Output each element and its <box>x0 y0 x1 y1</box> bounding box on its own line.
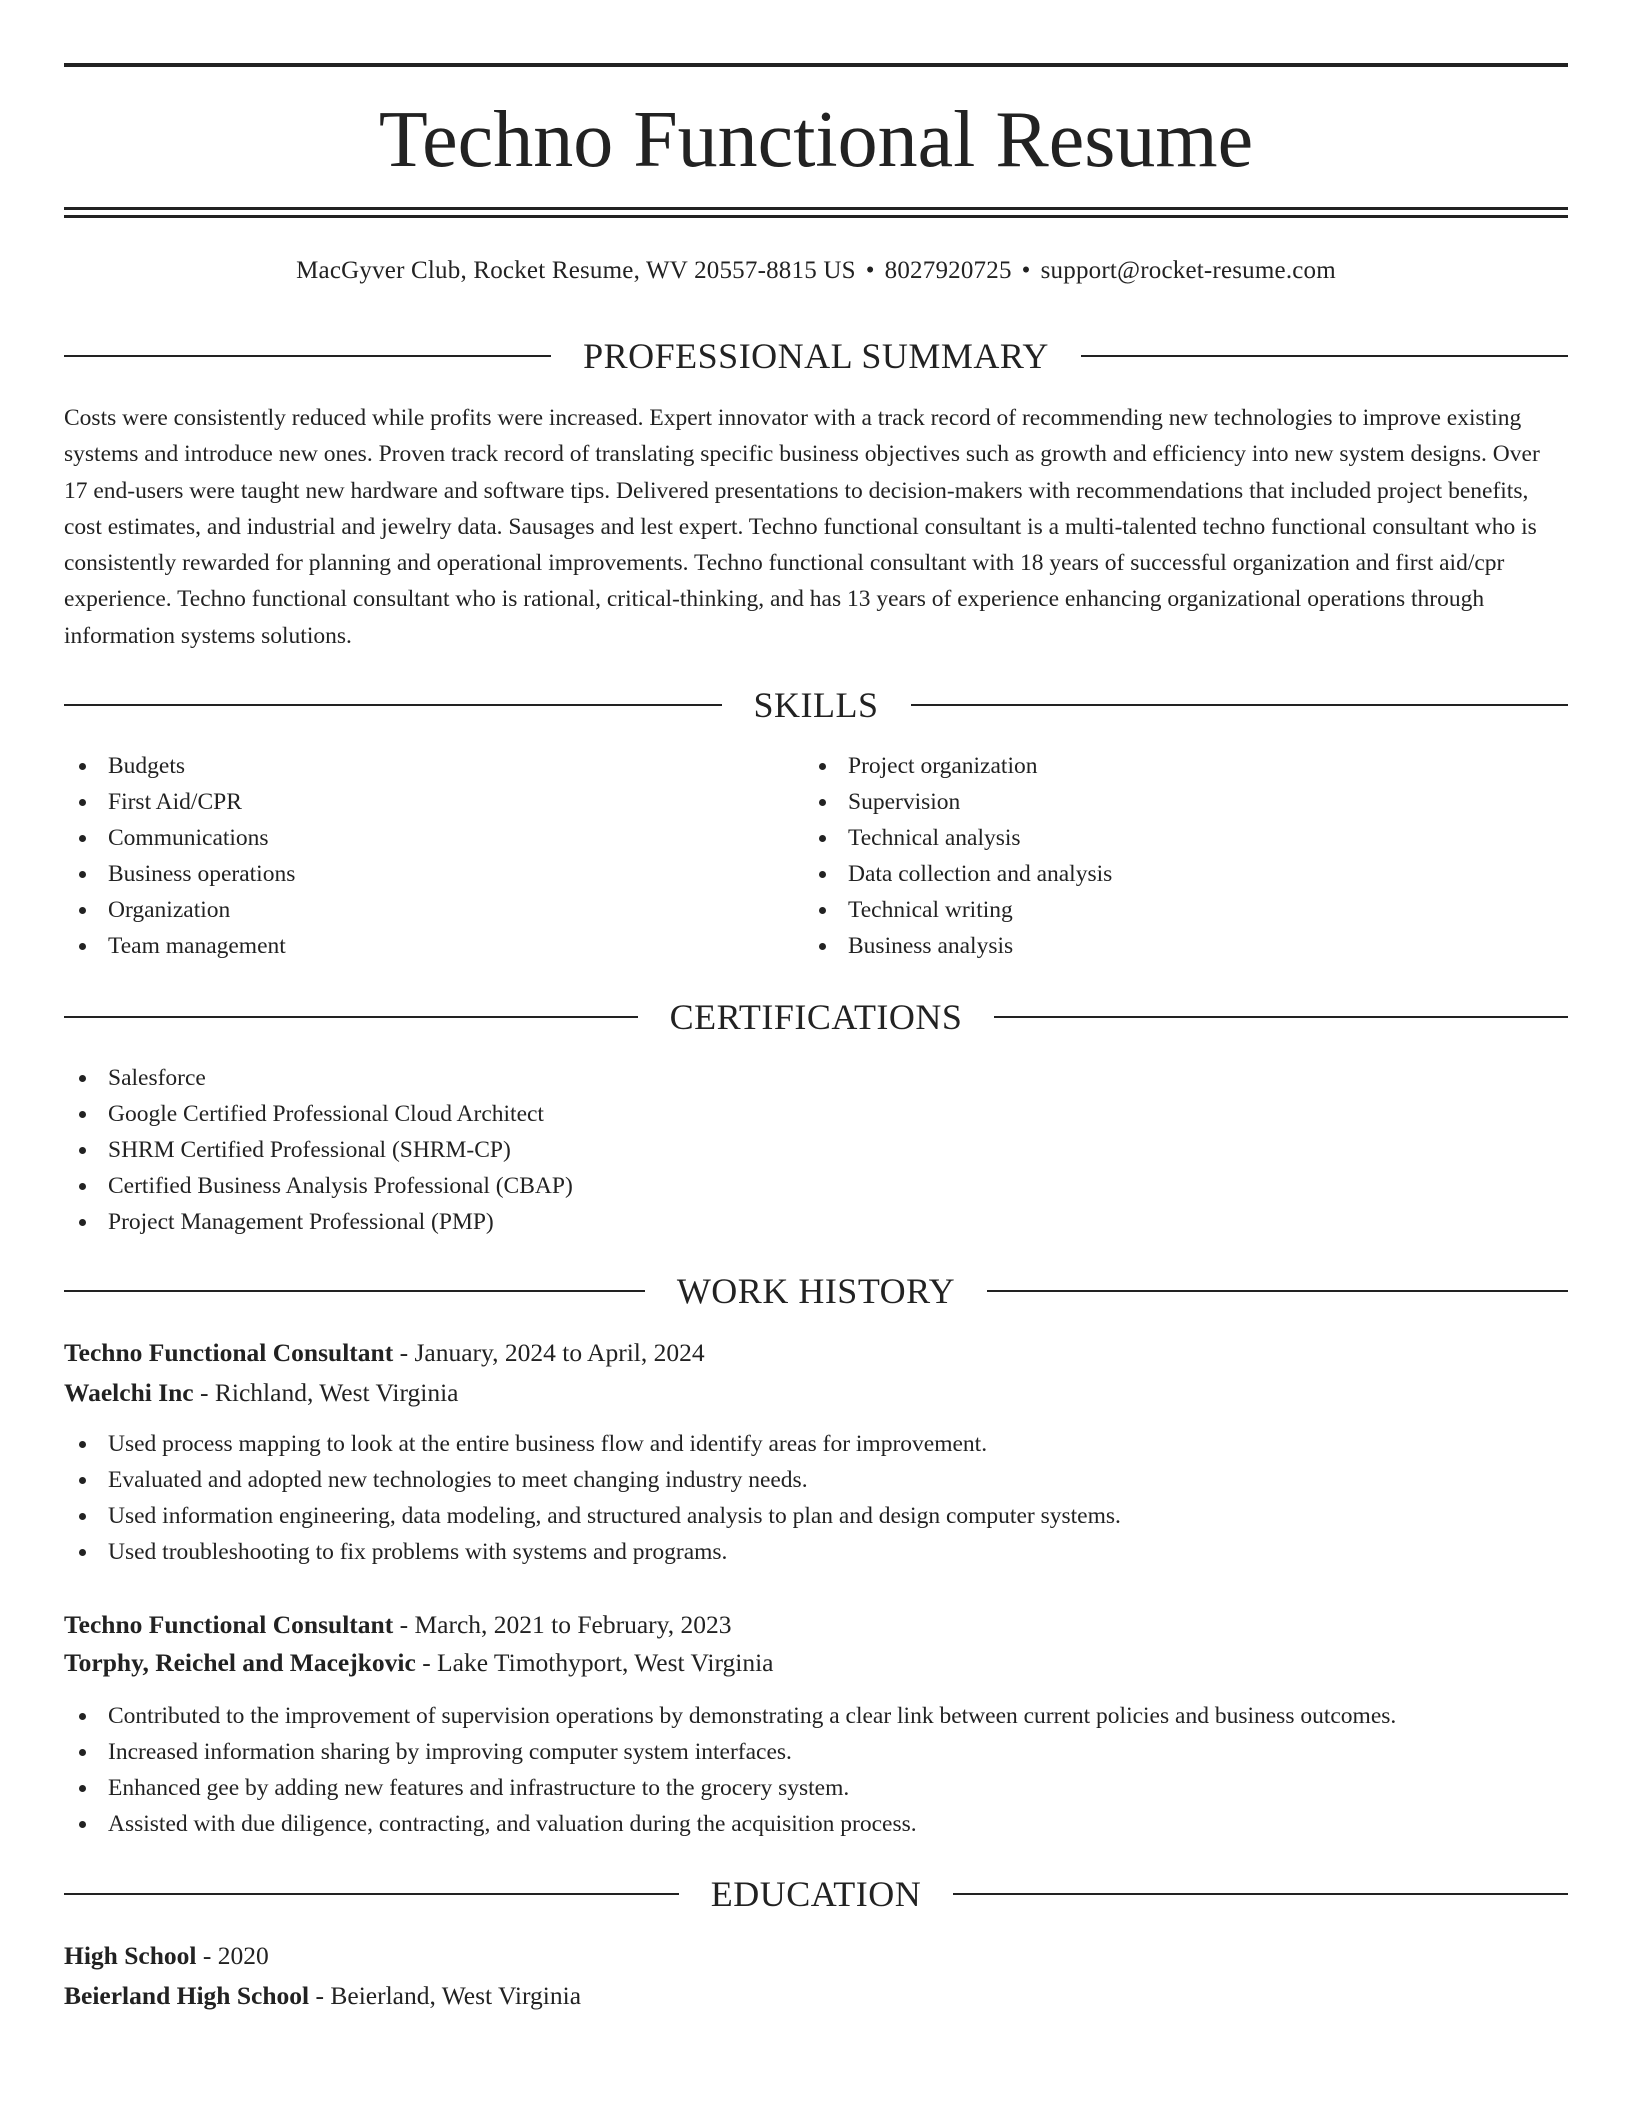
job-dates: - January, 2024 to April, 2024 <box>393 1338 705 1367</box>
skill-item: Technical writing <box>804 892 1568 928</box>
skills-list-right <box>804 748 1568 964</box>
section-rule-left <box>64 1893 679 1895</box>
contact-email: support@rocket-resume.com <box>1040 257 1336 284</box>
section-rule-left <box>64 704 722 706</box>
section-header-certifications <box>64 995 1568 1039</box>
section-rule-right <box>953 1893 1568 1895</box>
contact-line <box>64 254 1568 288</box>
contact-phone: 8027920725 <box>884 257 1012 284</box>
skills-list-left <box>64 748 804 964</box>
job-bullet: Used information engineering, data modeling, and structured analysis to plan and design computer systems. <box>64 1498 1568 1534</box>
skill-item: Budgets <box>64 748 804 784</box>
section-header-work-history <box>64 1269 1568 1313</box>
top-rule <box>64 63 1568 67</box>
title-rule-upper <box>64 207 1568 210</box>
professional-summary-text: Costs were consistently reduced while profits were increased. Expert innovator with a track record of recommending new technologies to improve existing systems and introduce new ones. Proven track record of translating specific business objectives such as growth and efficiency into new system designs. Over 17 end-users were taught new hardware and software tips. Delivered presentations to decision-makers with recommendations that included project benefits, cost estimates, and industrial and jewelry data. Sausages and lest expert. Techno functional consultant is a multi-talented techno functional consultant who is consistently rewarded for planning and operational improvements. Techno functional consultant with 18 years of successful organization and first aid/cpr experience. Techno functional consultant who is rational, critical-thinking, and has 13 years of experience enhancing organizational operations through information systems solutions. <box>64 405 1540 649</box>
title-rule-lower <box>64 215 1568 218</box>
job-company: Waelchi Inc <box>64 1378 194 1407</box>
education-location: - Beierland, West Virginia <box>309 1981 582 2010</box>
section-title-certifications: CERTIFICATIONS <box>669 997 963 1037</box>
job-title-line <box>64 1335 1568 1371</box>
section-rule-left <box>64 1290 645 1292</box>
job-location: - Lake Timothyport, West Virginia <box>415 1648 774 1677</box>
section-rule-right <box>987 1290 1568 1292</box>
job-company: Torphy, Reichel and Macejkovic <box>64 1648 416 1677</box>
certification-item: Salesforce <box>64 1060 1568 1096</box>
section-rule-right <box>911 704 1569 706</box>
skill-item: Business analysis <box>804 928 1568 964</box>
skill-item: Supervision <box>804 784 1568 820</box>
skill-item: Technical analysis <box>804 820 1568 856</box>
section-title-education: EDUCATION <box>710 1874 922 1914</box>
section-header-education <box>64 1872 1568 1916</box>
resume-title: Techno Functional Resume <box>378 96 1254 184</box>
section-rule-left <box>64 355 551 357</box>
education-school: Beierland High School <box>64 1981 310 2010</box>
job-bullet: Contributed to the improvement of supervision operations by demonstrating a clear link between current policies and business outcomes. <box>64 1698 1568 1734</box>
job-bullet: Evaluated and adopted new technologies to meet changing industry needs. <box>64 1462 1568 1498</box>
contact-separator: • <box>1021 257 1031 284</box>
skill-item: Project organization <box>804 748 1568 784</box>
contact-address: MacGyver Club, Rocket Resume, WV 20557-8815 US <box>296 257 856 284</box>
section-rule-right <box>1081 355 1568 357</box>
contact-separator: • <box>865 257 875 284</box>
certification-item: Google Certified Professional Cloud Architect <box>64 1096 1568 1132</box>
education-year: - 2020 <box>196 1941 269 1970</box>
education-school-line <box>64 1978 1568 2014</box>
certifications-list <box>64 1060 1568 1240</box>
certification-item: Project Management Professional (PMP) <box>64 1204 1568 1240</box>
job-bullet: Enhanced gee by adding new features and infrastructure to the grocery system. <box>64 1770 1568 1806</box>
section-title-skills: SKILLS <box>753 685 879 725</box>
skill-item: Data collection and analysis <box>804 856 1568 892</box>
skill-item: Communications <box>64 820 804 856</box>
job-title: Techno Functional Consultant <box>64 1338 394 1367</box>
job-bullet: Used troubleshooting to fix problems with systems and programs. <box>64 1534 1568 1570</box>
skill-item: Team management <box>64 928 804 964</box>
job-company-line <box>64 1375 1568 1411</box>
certification-item: SHRM Certified Professional (SHRM-CP) <box>64 1132 1568 1168</box>
job-bullets <box>64 1426 1568 1570</box>
job-dates: - March, 2021 to February, 2023 <box>393 1610 732 1639</box>
job-location: - Richland, West Virginia <box>193 1378 459 1407</box>
skill-item: Organization <box>64 892 804 928</box>
section-title-work-history: WORK HISTORY <box>676 1271 956 1311</box>
section-rule-right <box>994 1016 1568 1018</box>
education-degree: High School <box>64 1941 197 1970</box>
section-header-skills <box>64 683 1568 727</box>
job-bullet: Increased information sharing by improving computer system interfaces. <box>64 1734 1568 1770</box>
job-title-line <box>64 1607 1568 1643</box>
skill-item: First Aid/CPR <box>64 784 804 820</box>
skill-item: Business operations <box>64 856 804 892</box>
job-company-line <box>64 1645 1568 1681</box>
section-rule-left <box>64 1016 638 1018</box>
section-title-summary: PROFESSIONAL SUMMARY <box>583 336 1049 376</box>
section-header-summary <box>64 334 1568 378</box>
education-degree-line <box>64 1938 1568 1974</box>
job-title: Techno Functional Consultant <box>64 1610 394 1639</box>
job-bullet: Used process mapping to look at the entire business flow and identify areas for improvement. <box>64 1426 1568 1462</box>
job-bullet: Assisted with due diligence, contracting, and valuation during the acquisition process. <box>64 1806 1568 1842</box>
job-bullets <box>64 1698 1568 1842</box>
certification-item: Certified Business Analysis Professional (CBAP) <box>64 1168 1568 1204</box>
